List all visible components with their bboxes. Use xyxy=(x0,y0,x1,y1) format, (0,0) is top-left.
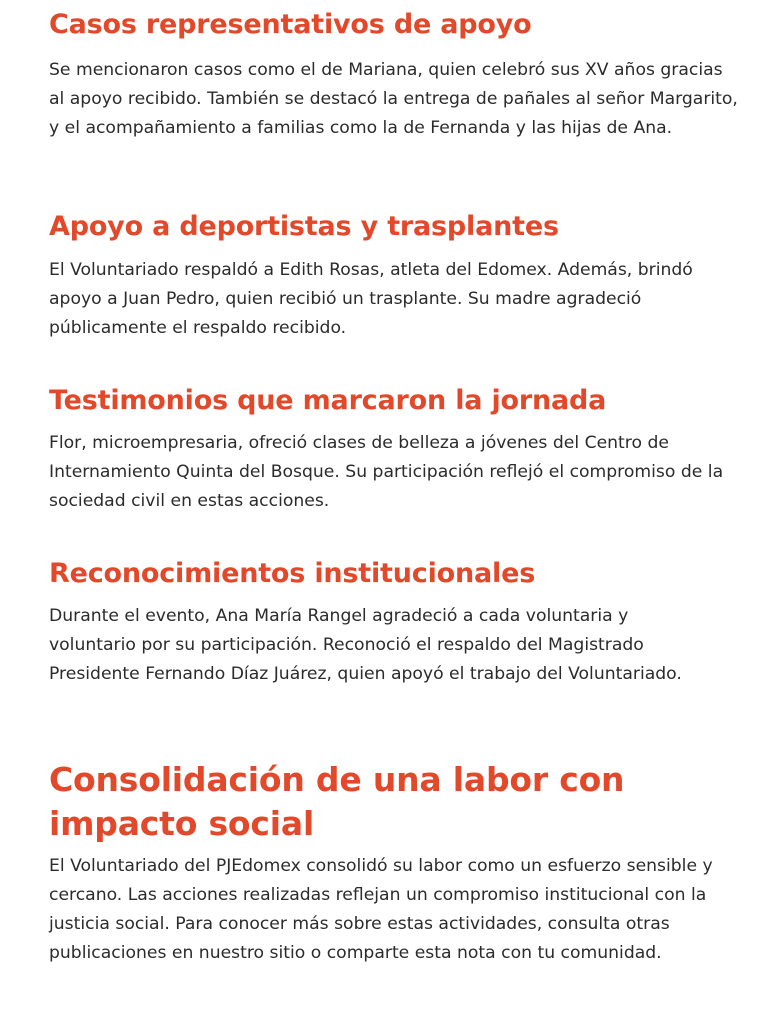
section-paragraph-testimonios: Flor, microempresaria, ofreció clases de belleza a jóvenes del Centro de Internamiento Quinta del Bosque. Su participación reflejó el compromiso de la sociedad civil en estas acciones. xyxy=(49,433,724,511)
section-heading-consolidacion: Consolidación de una labor con impacto social xyxy=(49,760,625,843)
section-heading-casos-representativos: Casos representativos de apoyo xyxy=(49,9,532,40)
section-paragraph-consolidacion: El Voluntariado del PJEdomex consolidó su labor como un esfuerzo sensible y cercano. Las acciones realizadas reflejan un compromiso institucional con la justicia social. Para conocer más sobre estas actividades, consulta otras publicaciones en nuestro sitio o comparte esta nota con tu comunidad. xyxy=(49,856,713,963)
section-paragraph-reconocimientos: Durante el evento, Ana María Rangel agradeció a cada voluntaria y voluntario por su participación. Reconoció el respaldo del Magistrado Presidente Fernando Díaz Juárez, quien apoyó el trabajo del Voluntariado. xyxy=(49,606,682,684)
section-paragraph-apoyo-deportistas: El Voluntariado respaldó a Edith Rosas, atleta del Edomex. Además, brindó apoyo a Juan Pedro, quien recibió un trasplante. Su madre agradeció públicamente el respaldo recibido. xyxy=(49,260,693,338)
section-heading-reconocimientos: Reconocimientos institucionales xyxy=(49,558,536,589)
section-heading-apoyo-deportistas: Apoyo a deportistas y trasplantes xyxy=(49,211,559,242)
section-paragraph-casos-representativos: Se mencionaron casos como el de Mariana, quien celebró sus XV años gracias al apoyo recibido. También se destacó la entrega de pañales al señor Margarito, y el acompañamiento a familias como la de Fernanda y las hijas de Ana. xyxy=(49,60,738,138)
section-heading-testimonios: Testimonios que marcaron la jornada xyxy=(49,385,607,416)
